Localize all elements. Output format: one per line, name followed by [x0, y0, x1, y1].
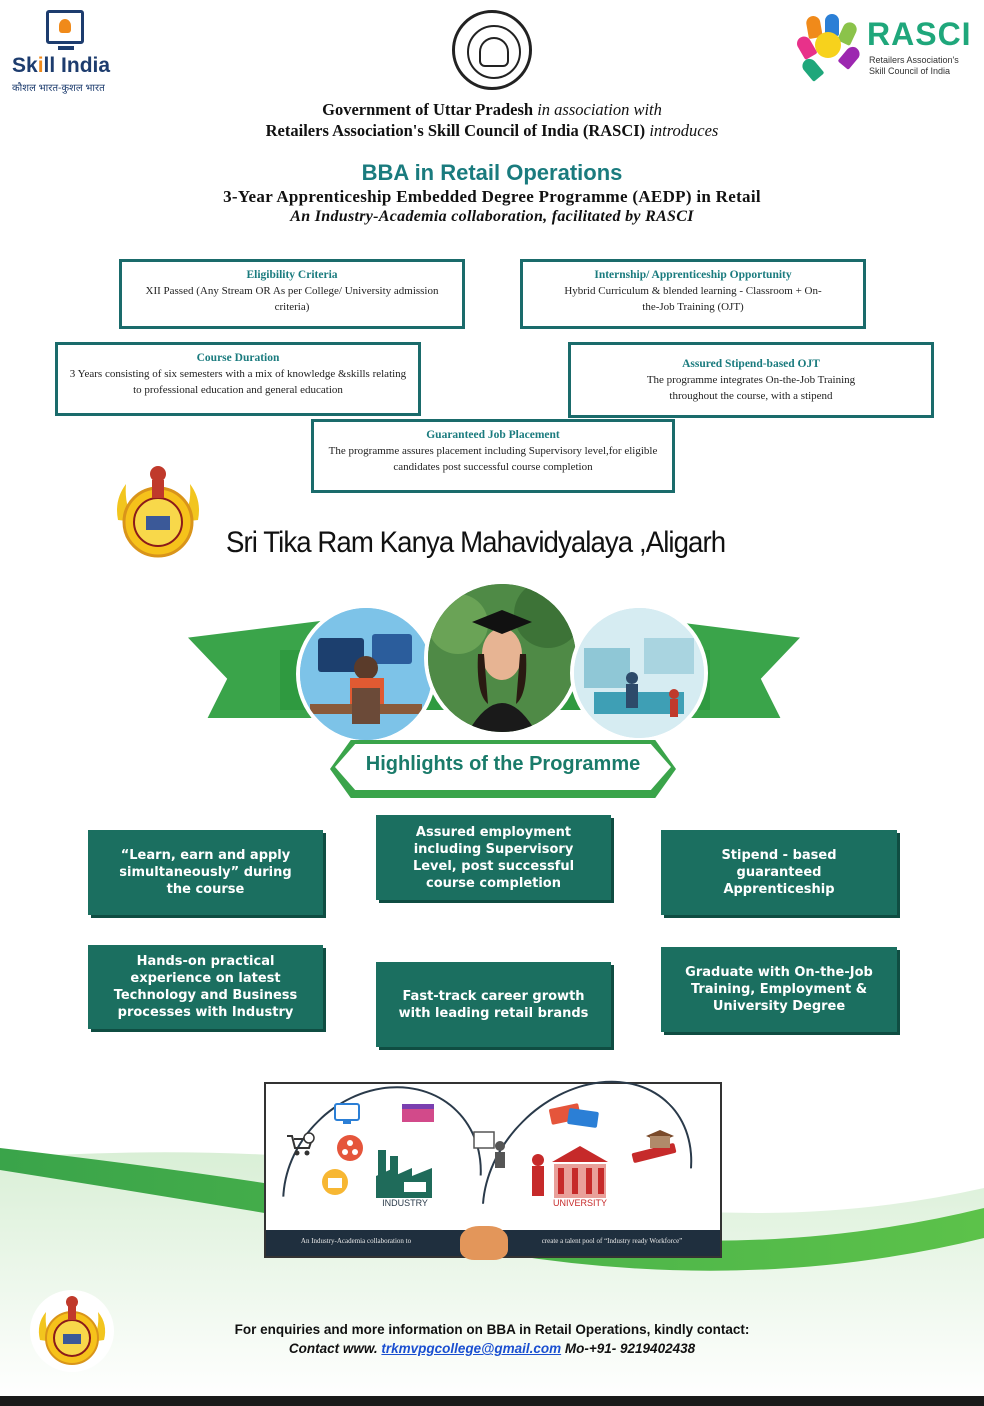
stipend-box — [568, 342, 934, 418]
eligibility-text: XII Passed (Any Stream OR As per College/ University admission criteria) — [145, 285, 439, 313]
eligibility-heading: Eligibility Criteria — [246, 269, 338, 281]
monitor-icon — [333, 1102, 361, 1126]
skill-india-monitor-icon — [46, 10, 84, 44]
books-icon — [630, 1126, 680, 1166]
contact-prefix: Contact www. — [288, 1341, 378, 1356]
stipend-text: The programme integrates On-the-Job Training throughout the course, with a stipend — [646, 374, 856, 402]
placement-box — [311, 419, 675, 493]
stipend-heading: Assured Stipend-based OJT — [682, 358, 820, 370]
intro-text: Government of Uttar Pradesh in association with Retailers Association's Skill Council of India (RASCI) introduces — [265, 100, 719, 140]
university-label: UNIVERSITY — [552, 1198, 607, 1208]
duration-box — [55, 342, 421, 416]
collaboration-left-caption: An Industry-Academia collaboration to — [300, 1237, 412, 1245]
university-building-icon — [526, 1140, 618, 1202]
placement-text: The programme assures placement including Supervisory level,for eligible candidates post successful course completion — [328, 445, 658, 473]
footer-contact-line — [150, 1341, 834, 1356]
internship-heading: Internship/ Apprenticeship Opportunity — [594, 269, 792, 281]
photo-retail-store — [570, 604, 708, 742]
highlight-item: “Learn, earn and apply simultaneously” during the course — [88, 830, 323, 915]
factory-icon — [374, 1142, 434, 1200]
programme-title: BBA in Retail Operations — [361, 160, 623, 185]
eligibility-box — [119, 259, 465, 329]
rasci-smiley-icon — [815, 32, 841, 58]
internship-box — [520, 259, 866, 329]
rasci-subtitle: Retailers Association's Skill Council of India — [869, 55, 959, 76]
industry-label: INDUSTRY — [382, 1198, 428, 1208]
highlight-item: Stipend - based guaranteed Apprenticeship — [661, 830, 897, 915]
highlight-item: Fast-track career growth with leading retail brands — [376, 962, 611, 1047]
bottom-bar — [0, 1396, 984, 1406]
highlight-item: Graduate with On-the-Job Training, Employment & University Degree — [661, 947, 897, 1032]
rasci-logo — [795, 14, 975, 84]
programme-tagline: An Industry-Academia collaboration, facilitated by RASCI — [290, 208, 694, 225]
collaboration-right-caption: create a talent pool of “Industry ready Workforce” — [541, 1237, 683, 1245]
photo-student-computer — [296, 604, 436, 744]
highlight-item: Hands-on practical experience on latest Technology and Business processes with Industry — [88, 945, 323, 1029]
skill-india-title: Skill India — [12, 54, 111, 77]
duration-heading: Course Duration — [196, 352, 280, 364]
highlight-item: Assured employment including Supervisory Level, post successful course completion — [376, 815, 611, 900]
network-icon — [336, 1134, 364, 1162]
handshake-icon — [460, 1226, 508, 1260]
photo-graduate — [424, 580, 580, 736]
footer-enquiry-text: For enquiries and more information on BBA in Retail Operations, kindly contact: — [234, 1322, 750, 1337]
programme-subtitle: 3-Year Apprenticeship Embedded Degree Programme (AEDP) in Retail — [223, 187, 761, 206]
skill-india-tagline: कौशल भारत-कुशल भारत — [12, 83, 105, 94]
store-icon — [398, 1102, 438, 1124]
highlights-title: Highlights of the Programme — [365, 753, 641, 775]
contact-email-link[interactable]: trkmvpgcollege@gmail.com — [381, 1341, 562, 1356]
contact-mobile: Mo-+91- 9219402438 — [564, 1341, 696, 1356]
placement-heading: Guaranteed Job Placement — [426, 429, 560, 441]
up-government-emblem-icon — [452, 10, 532, 90]
rasci-wordmark: RASCI — [867, 16, 972, 52]
footer-college-emblem-icon — [30, 1290, 114, 1372]
duration-text: 3 Years consisting of six semesters with a mix of knowledge &skills relating to professional education and general education — [69, 368, 407, 396]
college-emblem-icon — [110, 460, 206, 564]
highlights-badge — [330, 740, 676, 798]
internship-text: Hybrid Curriculum & blended learning - Classroom + On-the-Job Training (OJT) — [564, 285, 822, 313]
college-name: Sri Tika Ram Kanya Mahavidyalaya ,Aligarh — [226, 526, 726, 559]
training-icon — [470, 1128, 514, 1174]
shopping-cart-icon — [285, 1132, 315, 1158]
cards-icon — [548, 1100, 604, 1130]
shop-front-icon — [320, 1168, 350, 1196]
skill-india-logo — [10, 8, 130, 98]
